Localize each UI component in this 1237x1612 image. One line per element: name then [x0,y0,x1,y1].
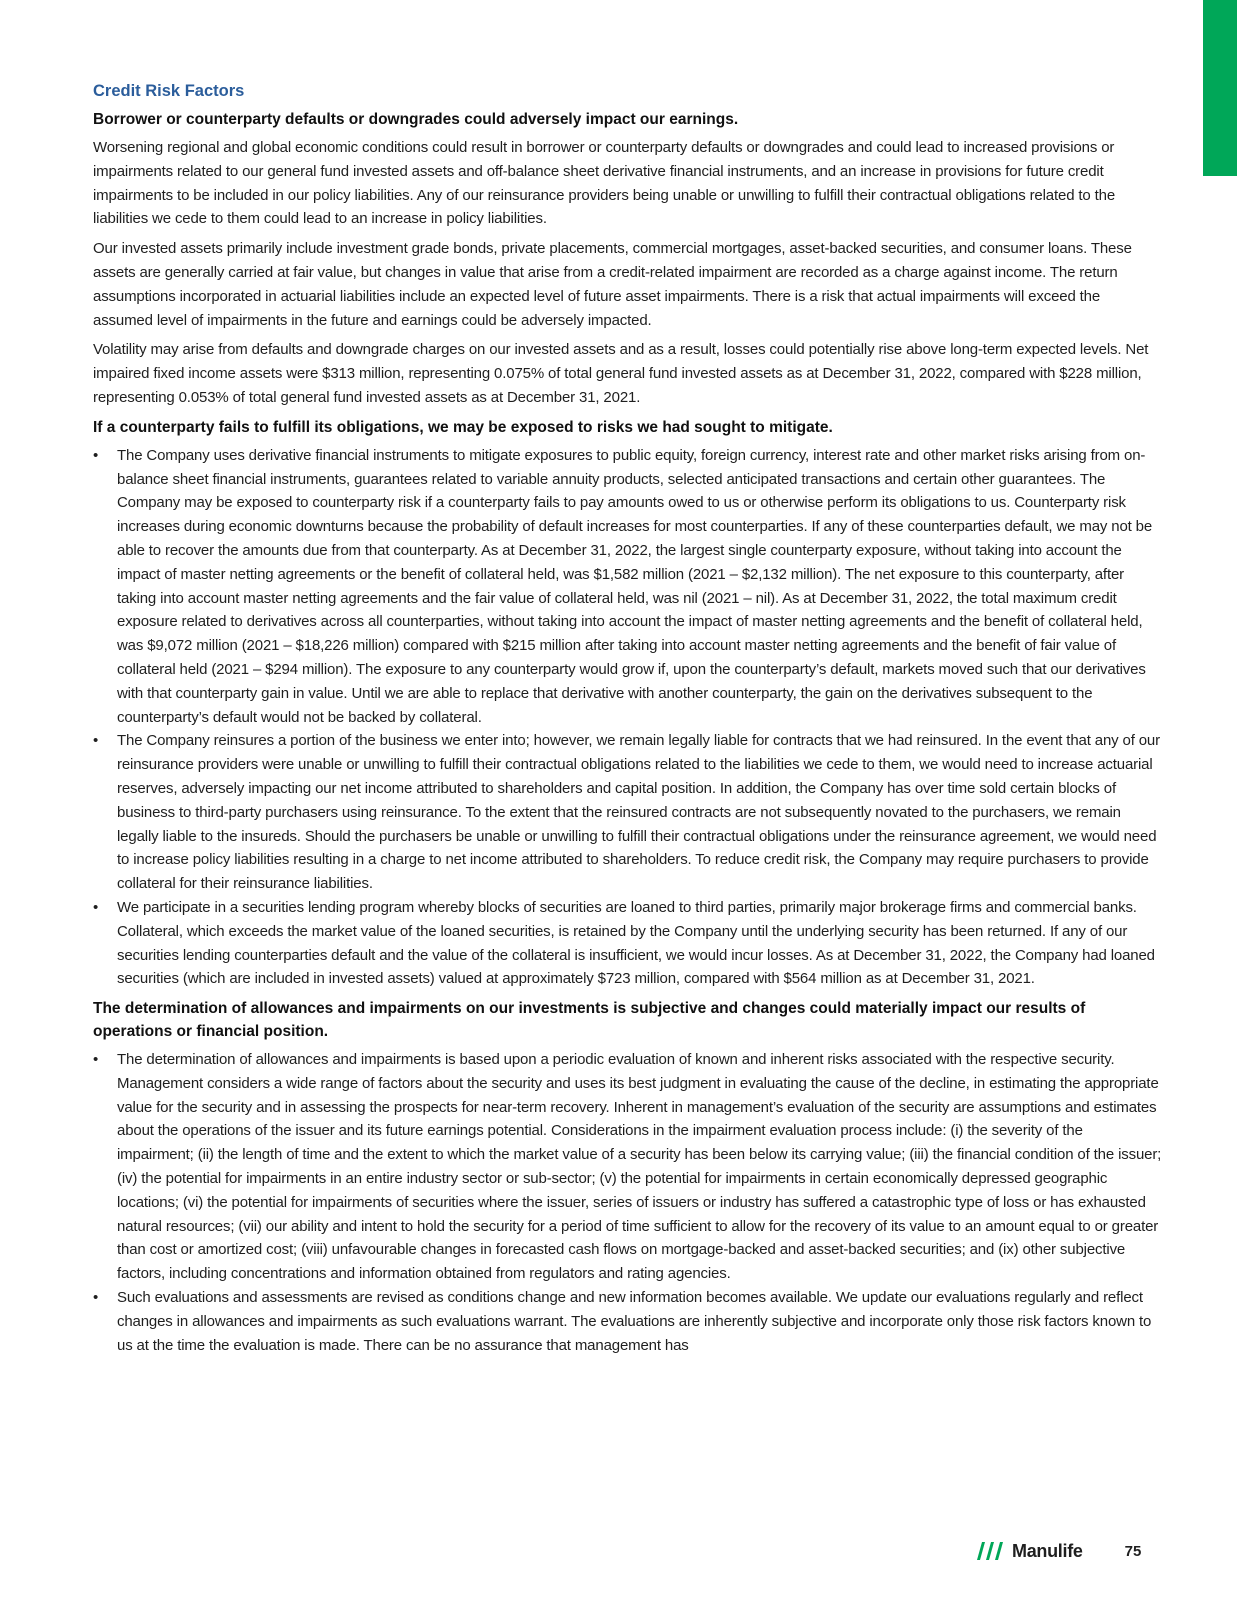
list-item: • The Company reinsures a portion of the business we enter into; however, we remain legally liable for contracts that we had reinsured. In the event that any of our reinsurance providers were unable or unwilling to fulfill their contractual obligations related to the liabilities we cede to them, we would need to increase actuarial reserves, adversely impacting our net income attributed to shareholders and capital position. In addition, the Company has over time sold certain blocks of business to third-party purchasers using reinsurance. To the extent that the reinsured contracts are not subsequently novated to the purchasers, we remain legally liable to the insureds. Should the purchasers be unable or unwilling to fulfill their contractual obligations under the reinsurance agreement, we would need to increase policy liabilities resulting in a charge to net income attributed to shareholders. To reduce credit risk, the Company may require purchasers to provide collateral for their reinsurance liabilities. [93,729,1163,896]
subheading-allowances: The determination of allowances and impairments on our investments is subjective and changes could materially impact our results of operations or financial position. [93,1000,1086,1041]
document-body [93,80,1163,1363]
page-number: 75 [1124,1542,1142,1560]
section-title: Credit Risk Factors [93,82,245,100]
list-item: • Such evaluations and assessments are revised as conditions change and new information becomes available. We update our evaluations regularly and reflect changes in allowances and impairments as such evaluations warrant. The evaluations are inherently subjective and incorporate only those risk factors known to us at the time the evaluation is made. There can be no assurance that management has [93,1286,1163,1357]
list-item: • The determination of allowances and impairments is based upon a periodic evaluation of known and inherent risks associated with the respective security. Management considers a wide range of factors about the security and uses its best judgment in evaluating the cause of the decline, in estimating the appropriate value for the security and in assessing the prospects for near-term recovery. Inherent in management’s evaluation of the security are assumptions and estimates about the operations of the issuer and its future earnings potential. Considerations in the impairment evaluation process include: (i) the severity of the impairment; (ii) the length of time and the extent to which the market value of a security has been below its carrying value; (iii) the financial condition of the issuer; (iv) the potential for impairments in an entire industry sector or sub-sector; (v) the potential for impairments in certain economically depressed geographic locations; (vi) the potential for impairments of securities where the issuer, series of issuers or industry has suffered a catastrophic type of loss or has exhausted natural resources; (vii) our ability and intent to hold the security for a period of time sufficient to allow for the recovery of its value to an amount equal to or greater than cost or amortized cost; (viii) unfavourable changes in forecasted cash flows on mortgage-backed and asset-backed securities; and (ix) other subjective factors, including concentrations and information obtained from regulators and rating agencies. [93,1048,1163,1286]
subheading-defaults: Borrower or counterparty defaults or downgrades could adversely impact our earnings. [93,111,739,128]
list-item: • We participate in a securities lending program whereby blocks of securities are loaned to third parties, primarily major brokerage firms and commercial banks. Collateral, which exceeds the market value of the loaned securities, is retained by the Company until the underlying security has been returned. If any of our securities lending counterparties default and the value of the collateral is insufficient, we would incur losses. As at December 31, 2022, the Company had loaned securities (which are included in invested assets) valued at approximately $723 million, compared with $564 million as at December 31, 2021. [93,896,1163,991]
paragraph-volatility: Volatility may arise from defaults and downgrade charges on our invested assets and as a result, losses could potentially rise above long-term expected levels. Net impaired fixed income assets were $313 million, representing 0.075% of total general fund invested assets as at December 31, 2022, compared with $228 million, representing 0.053% of total general fund invested assets as at December 31, 2021. [93,341,1149,406]
paragraph-economic-conditions: Worsening regional and global economic conditions could result in borrower or counterparty defaults or downgrades and could lead to increased provisions or impairments related to our general fund invested assets and off-balance sheet derivative financial instruments, and an increase in provisions for future credit impairments to be included in our policy liabilities. Any of our reinsurance providers being unable or unwilling to fulfill their contractual obligations related to the liabilities we cede to them could lead to an increase in policy liabilities. [93,139,1116,228]
list-item: • The Company uses derivative financial instruments to mitigate exposures to public equity, foreign currency, interest rate and other market risks arising from on-balance sheet financial instruments, guarantees related to variable annuity products, selected anticipated transactions and certain other guarantees. The Company may be exposed to counterparty risk if a counterparty fails to pay amounts owed to us or otherwise perform its obligations to us. Counterparty risk increases during economic downturns because the probability of default increases for most counterparties. If any of these counterparties default, we may not be able to recover the amounts due from that counterparty. As at December 31, 2022, the largest single counterparty exposure, without taking into account the impact of master netting agreements or the benefit of collateral held, was $1,582 million (2021 – $2,132 million). The net exposure to this counterparty, after taking into account master netting agreements and the fair value of collateral held, was nil (2021 – nil). As at December 31, 2022, the total maximum credit exposure related to derivatives across all counterparties, without taking into account the impact of master netting agreements and the benefit of collateral held, was $9,072 million (2021 – $18,226 million) compared with $215 million after taking into account master netting agreements and the benefit of fair value of collateral held (2021 – $294 million). The exposure to any counterparty would grow if, upon the counterparty’s default, markets moved such that our derivatives with that counterparty gain in value. Until we are able to replace that derivative with another counterparty, the gain on the derivatives subsequent to the counterparty’s default would not be backed by collateral. [93,444,1163,730]
section-tab-marker [1203,0,1237,176]
brand-name: Manulife [1012,1540,1083,1561]
page-footer [975,1536,1141,1566]
manulife-logo-icon [975,1542,1003,1560]
paragraph-invested-assets: Our invested assets primarily include investment grade bonds, private placements, commercial mortgages, asset-backed securities, and consumer loans. These assets are generally carried at fair value, but changes in value that arise from a credit-related impairment are recorded as a charge against income. The return assumptions incorporated in actuarial liabilities include an expected level of future asset impairments. There is a risk that actual impairments will exceed the assumed level of impairments in the future and earnings could be adversely impacted. [93,240,1132,329]
bullet-list-allowances [93,1048,1163,1357]
bullet-list-counterparty [93,444,1163,991]
subheading-counterparty: If a counterparty fails to fulfill its obligations, we may be exposed to risks we had sought to mitigate. [93,418,833,436]
